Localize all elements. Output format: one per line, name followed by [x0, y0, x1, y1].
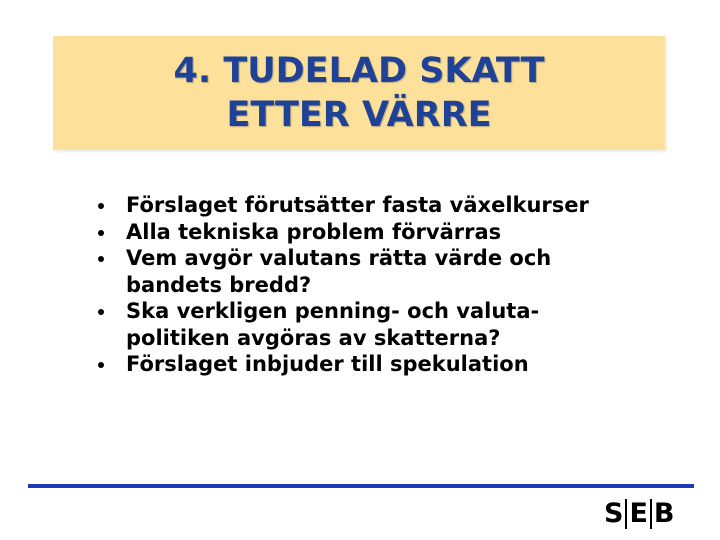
bullet-text: Alla tekniska problem förvärras — [126, 219, 502, 244]
bullet-list — [92, 192, 672, 378]
logo-letter-e: E — [629, 498, 648, 529]
bullet-item — [92, 245, 672, 298]
footer-divider — [28, 484, 694, 488]
bullet-icon — [98, 256, 104, 262]
logo-divider — [650, 499, 652, 529]
bullet-text-line-2: politiken avgöras av skatterna? — [126, 325, 501, 350]
bullet-icon — [98, 362, 104, 368]
logo-divider — [625, 499, 627, 529]
bullet-item — [92, 192, 672, 219]
bullet-text: Förslaget inbjuder till spekulation — [126, 352, 529, 376]
slide-title-line-2: ETTER VÄRRE — [226, 95, 492, 135]
bullet-item — [92, 219, 672, 246]
bullet-item — [92, 351, 672, 378]
logo-letter-s: S — [604, 498, 624, 529]
bullet-item — [92, 298, 672, 351]
bullet-icon — [98, 309, 104, 315]
title-box — [53, 36, 665, 150]
bullet-text-line-1: Ska verkligen penning- och valuta- — [126, 299, 540, 323]
seb-logo — [604, 499, 675, 529]
bullet-text-line-1: Vem avgör valutans rätta värde och — [126, 246, 552, 270]
bullet-icon — [98, 203, 104, 209]
bullet-icon — [98, 230, 104, 236]
slide-title-line-1: 4. TUDELAD SKATT — [173, 51, 545, 91]
bullet-text: Förslaget förutsätter fasta växelkurser — [126, 193, 589, 217]
logo-letter-b: B — [653, 498, 675, 529]
bullet-text-line-2: bandets bredd? — [126, 272, 312, 297]
